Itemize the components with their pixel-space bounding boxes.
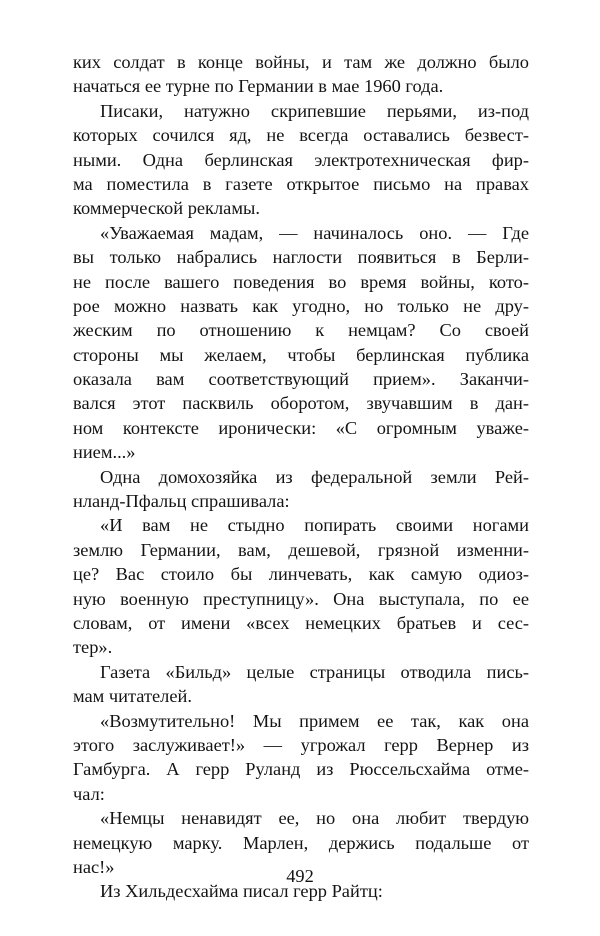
paragraph xyxy=(73,709,529,807)
paragraph xyxy=(73,50,529,99)
text-line: землю Германии, вам, дешевой, грязной изменни- xyxy=(73,539,529,560)
text-line: «Уважаемая мадам, — начиналось оно. — Где xyxy=(100,222,529,243)
text-line: нас!» xyxy=(73,856,115,877)
paragraph xyxy=(73,465,529,514)
text-line: «Немцы ненавидят ее, но она любит твердую xyxy=(100,808,529,829)
text-line: вался этот пасквиль оборотом, звучавшим в дан- xyxy=(73,393,529,414)
text-line: чал: xyxy=(73,783,105,804)
text-line: которых сочился яд, не всегда оставались безвест- xyxy=(73,125,529,146)
text-line: оказала вам соответствующий прием». Заканчи- xyxy=(73,369,529,390)
text-line: «Возмутительно! Мы примем ее так, как она xyxy=(100,710,529,731)
text-line: Одна домохозяйка из федеральной земли Рей- xyxy=(100,466,529,487)
text-line: ма поместила в газете открытое письмо на правах xyxy=(73,173,529,194)
text-line: стороны мы желаем, чтобы берлинская публика xyxy=(73,344,529,365)
text-line: коммерческой рекламы. xyxy=(73,198,260,219)
text-line: Из Хильдесхайма писал герр Райтц: xyxy=(100,881,383,902)
text-line: не после вашего поведения во время войны, кото- xyxy=(73,271,529,292)
body-text xyxy=(73,50,529,904)
text-line: ном контексте иронически: «С огромным уваже- xyxy=(73,417,529,438)
paragraph xyxy=(73,513,529,659)
text-line: рое можно назвать как угодно, но только не дру- xyxy=(73,295,529,316)
text-line: Писаки, натужно скрипевшие перьями, из-под xyxy=(100,100,529,121)
text-line: мам читателей. xyxy=(73,686,192,707)
text-line: вы только набрались наглости появиться в Берли- xyxy=(73,247,529,268)
text-line: немецкую марку. Марлен, держись подальше от xyxy=(73,832,529,853)
text-line: ными. Одна берлинская электротехническая фир- xyxy=(73,149,529,170)
paragraph xyxy=(73,660,529,709)
text-line: начаться ее турне по Германии в мае 1960 года. xyxy=(73,76,444,97)
text-line: словам, от имени «всех немецких братьев и сес- xyxy=(73,612,529,633)
text-line: Газета «Бильд» целые страницы отводила пись- xyxy=(100,661,529,682)
text-line: нием...» xyxy=(73,442,136,463)
text-line: «И вам не стыдно попирать своими ногами xyxy=(100,515,529,536)
paragraph xyxy=(73,221,529,465)
text-line: тер». xyxy=(73,637,113,658)
text-line: жеским по отношению к немцам? Со своей xyxy=(73,320,529,341)
text-line: Гамбурга. А герр Руланд из Рюссельсхайма отме- xyxy=(73,759,529,780)
text-line: нланд-Пфальц спрашивала: xyxy=(73,491,290,512)
text-line: ную военную преступницу». Она выступала, по ее xyxy=(73,588,529,609)
text-line: це? Вас стоило бы линчевать, как самую одиоз- xyxy=(73,564,529,585)
text-line: ких солдат в конце войны, и там же должно было xyxy=(73,52,529,72)
page-number: 492 xyxy=(286,866,314,886)
paragraph xyxy=(73,99,529,221)
text-line: этого заслуживает!» — угрожал герр Вернер из xyxy=(73,734,529,755)
